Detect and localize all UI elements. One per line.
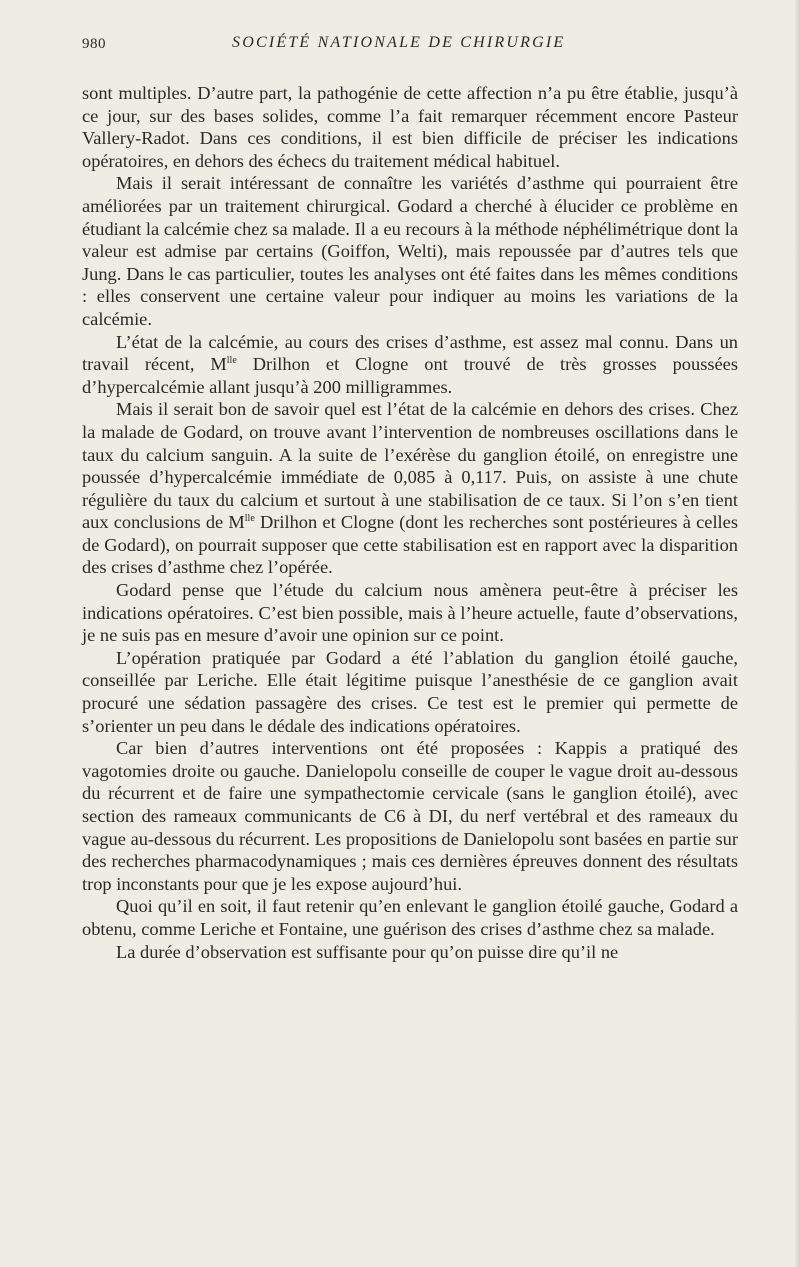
journal-title: SOCIÉTÉ NATIONALE DE CHIRURGIE [232,34,566,51]
paragraph-2: Mais il serait intéressant de connaître les variétés d’asthme qui pourraient être améliorées par un traitement chirurgical. Godard a cherché à élucider ce problème en étudiant la calcémie chez sa malade. Il a eu recours à la méthode néphélimétrique dont la valeur est admise par certains (Goiffon, Welti), mais repoussée par d’autres tels que Jung. Dans le cas particulier, toutes les analyses ont été faites dans les mêmes conditions : elles conservent une certaine valeur pour indiquer au moins les variations de la calcémie. [82,173,738,329]
paragraph-4-text-a: Mais il serait bon de savoir quel est l’état de la calcémie en dehors des crises. Chez la malade de Godard, on trouve avant l’intervention de nombreuses oscillations dans le taux du calcium sanguin. A la suite de l’exérèse du ganglion étoilé, on enregistre une poussée d’hypercalcémie immédiate de 0,085 à 0,117. Puis, on assiste à une chute régulière du taux du calcium et surtout à une stabilisation de ce taux. Si l’on s’en tient aux conclusions de M [82,399,738,533]
paragraph-1: sont multiples. D’autre part, la pathogénie de cette affection n’a pu être établie, jusqu’à ce jour, sur des bases solides, comme l’a fait remarquer récemment encore Pasteur Vallery-Radot. Dans ces conditions, il est bien difficile de préciser les indications opératoires, en dehors des échecs du traitement médical habituel. [82,83,738,171]
paragraph-7: Car bien d’autres interventions ont été proposées : Kappis a pratiqué des vagotomies droite ou gauche. Danielopolu conseille de couper le vague droit au-dessous du récurrent et de faire une sympathectomie cervicale (sans le ganglion étoilé), avec section des rameaux communicants de C6 à DI, du nerf vertébral et des rameaux du vague au-dessous du récurrent. Les propositions de Danielopolu sont basées en partie sur des recherches pharmacodynamiques ; mais ces dernières épreuves donnent des résultats trop inconstants pour que je les expose aujourd’hui. [82,738,738,894]
paragraph-9: La durée d’observation est suffisante pour qu’on puisse dire qu’il ne [116,941,619,962]
page-number: 980 [82,36,106,52]
paragraph-8: Quoi qu’il en soit, il faut retenir qu’en enlevant le ganglion étoilé gauche, Godard a obtenu, comme Leriche et Fontaine, une guérison des crises d’asthme chez sa malade. [82,896,738,939]
paragraph-4-text-b: Drilhon et Clogne (dont les recherches sont postérieures à celles de Godard), on pourrait supposer que cette stabilisation est en rapport avec la disparition des crises d’asthme chez l’opérée. [82,512,738,578]
paragraph-5: Godard pense que l’étude du calcium nous amènera peut-être à préciser les indications opératoires. C’est bien possible, mais à l’heure actuelle, faute d’observations, je ne suis pas en mesure d’avoir une opinion sur ce point. [82,580,738,646]
body-text [82,82,738,963]
paragraph-6: L’opération pratiquée par Godard a été l’ablation du ganglion étoilé gauche, conseillée par Leriche. Elle était légitime puisque l’anesthésie de ce ganglion avait procuré une sédation passagère des crises. Ce test est le premier qui permette de s’orienter un peu dans le dédale des indications opératoires. [82,647,738,736]
paragraph-3-text-b: Drilhon et Clogne ont trouvé de très grosses poussées d’hypercalcémie allant jusqu’à 200 milligrammes. [82,354,738,397]
mademoiselle-superscript: lle [226,355,237,367]
running-head [82,34,738,60]
paragraph-4 [82,398,738,579]
paragraph-3-text-a: L’état de la calcémie, au cours des crises d’asthme, est assez mal connu. Dans un travail récent, M [82,331,738,375]
page-edge-shadow [794,0,800,1267]
paragraph-3 [82,331,738,399]
mademoiselle-superscript: lle [244,513,255,525]
